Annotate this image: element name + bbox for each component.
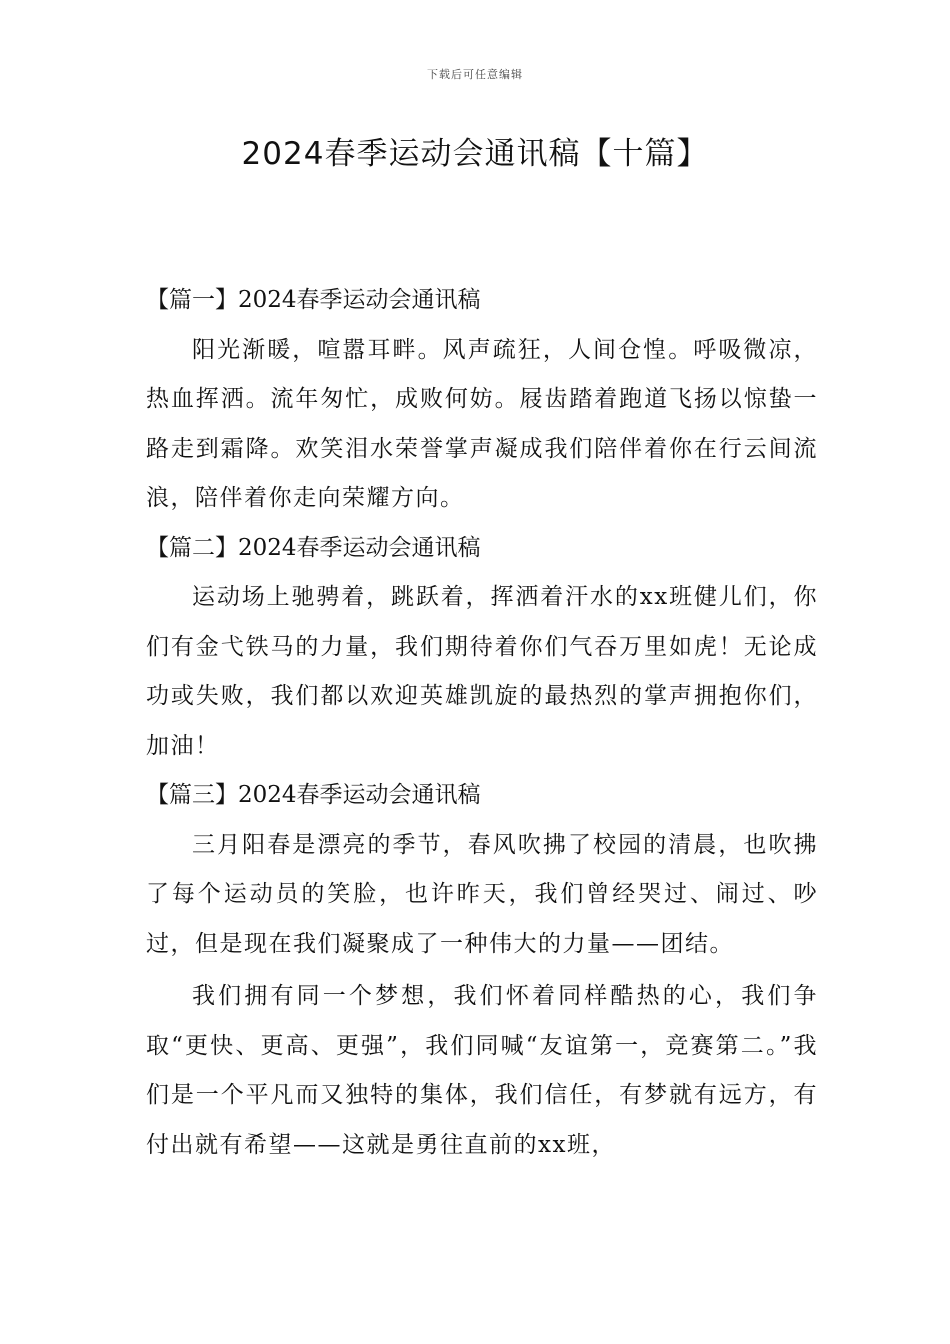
section-heading: 【篇一】2024春季运动会通讯稿 (146, 287, 481, 313)
section-1 (146, 276, 818, 524)
document-body (146, 276, 818, 1170)
header-note: 下载后可任意编辑 (427, 68, 523, 81)
document-title: 2024春季运动会通讯稿【十篇】 (241, 136, 709, 172)
paragraph: 阳光渐暖，喧嚣耳畔。风声疏狂，人间仓惶。呼吸微凉，热血挥洒。流年匆忙，成败何妨。屐齿踏着跑道飞扬以惊蛰一路走到霜降。欢笑泪水荣誉掌声凝成我们陪伴着你在行云间流浪，陪伴着你走向荣耀方向。 (146, 336, 818, 511)
section-2 (146, 524, 818, 772)
paragraph: 我们拥有同一个梦想，我们怀着同样酷热的心，我们争取“更快、更高、更强”，我们同喊“友谊第一，竞赛第二。”我们是一个平凡而又独特的集体，我们信任，有梦就有远方，有付出就有希望——这就是勇往直前的xx班， (146, 983, 818, 1158)
section-heading: 【篇三】2024春季运动会通讯稿 (146, 782, 481, 808)
section-3 (146, 771, 818, 1170)
paragraph: 运动场上驰骋着，跳跃着，挥洒着汗水的xx班健儿们，你们有金弋铁马的力量，我们期待着你们气吞万里如虎！无论成功或失败，我们都以欢迎英雄凯旋的最热烈的掌声拥抱你们，加油！ (146, 584, 818, 759)
paragraph: 三月阳春是漂亮的季节，春风吹拂了校园的清晨，也吹拂了每个运动员的笑脸，也许昨天，我们曾经哭过、闹过、吵过，但是现在我们凝聚成了一种伟大的力量——团结。 (146, 831, 818, 957)
section-heading: 【篇二】2024春季运动会通讯稿 (146, 534, 481, 561)
